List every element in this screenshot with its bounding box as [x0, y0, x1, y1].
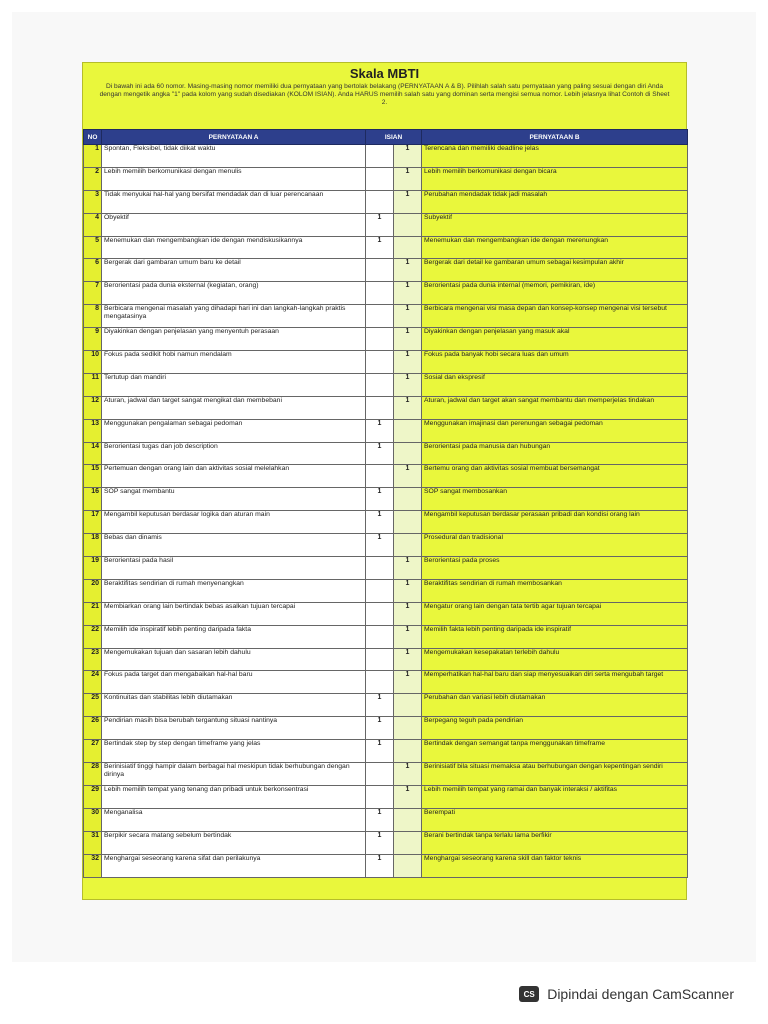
row-number: 24: [84, 671, 102, 694]
statement-a: Membiarkan orang lain bertindak bebas asalkan tujuan tercapai: [102, 602, 366, 625]
statement-b: Berinisiatif bila situasi memaksa atau berhubungan dengan kepentingan sendiri: [422, 763, 688, 786]
header-no: NO: [84, 130, 102, 145]
statement-b: Memilih fakta lebih penting daripada ide inspiratif: [422, 625, 688, 648]
statement-a: Lebih memilih tempat yang tenang dan pribadi untuk berkonsentrasi: [102, 785, 366, 808]
isian-b-cell[interactable]: 1: [394, 145, 422, 168]
row-number: 13: [84, 419, 102, 442]
row-number: 4: [84, 213, 102, 236]
row-number: 32: [84, 854, 102, 877]
isian-a-cell[interactable]: 1: [366, 213, 394, 236]
camscanner-text: Dipindai dengan CamScanner: [547, 986, 734, 1002]
isian-a-cell[interactable]: [366, 167, 394, 190]
table-row: [84, 694, 688, 717]
statement-a: Bebas dan dinamis: [102, 534, 366, 557]
statement-b: Aturan, jadwal dan target akan sangat membantu dan memperjelas tindakan: [422, 396, 688, 419]
table-row: [84, 167, 688, 190]
statement-b: Beraktifitas sendirian di rumah membosankan: [422, 579, 688, 602]
table-row: [84, 259, 688, 282]
table-row: [84, 351, 688, 374]
statement-b: Lebih memilih tempat yang ramai dan banyak interaksi / aktifitas: [422, 785, 688, 808]
isian-b-cell[interactable]: 1: [394, 167, 422, 190]
row-number: 15: [84, 465, 102, 488]
statement-b: Berorientasi pada manusia dan hubungan: [422, 442, 688, 465]
mbti-table: [83, 129, 688, 878]
mbti-sheet: [82, 62, 687, 900]
isian-a-cell[interactable]: [366, 145, 394, 168]
table-row: [84, 305, 688, 328]
table-row: [84, 740, 688, 763]
isian-b-cell[interactable]: 1: [394, 259, 422, 282]
table-row: [84, 419, 688, 442]
isian-a-cell[interactable]: [366, 785, 394, 808]
statement-a: Tertutup dan mandiri: [102, 373, 366, 396]
table-row: [84, 396, 688, 419]
isian-a-cell[interactable]: [366, 282, 394, 305]
isian-a-cell[interactable]: 1: [366, 236, 394, 259]
statement-b: Fokus pada banyak hobi secara luas dan umum: [422, 351, 688, 374]
table-row: [84, 557, 688, 580]
statement-a: Berinisiatif tinggi hampir dalam berbagai hal meskipun tidak berhubungan dengan dirinya: [102, 763, 366, 786]
statement-b: Mengatur orang lain dengan tata tertib agar tujuan tercapai: [422, 602, 688, 625]
isian-a-cell[interactable]: 1: [366, 740, 394, 763]
table-row: [84, 831, 688, 854]
isian-b-cell[interactable]: [394, 511, 422, 534]
isian-b-cell[interactable]: 1: [394, 579, 422, 602]
table-row: [84, 328, 688, 351]
statement-a: Tidak menyukai hal-hal yang bersifat mendadak dan di luar perencanaan: [102, 190, 366, 213]
table-row: [84, 190, 688, 213]
statement-b: Bertindak dengan semangat tanpa menggunakan timeframe: [422, 740, 688, 763]
row-number: 17: [84, 511, 102, 534]
row-number: 22: [84, 625, 102, 648]
statement-b: Menggunakan imajinasi dan perenungan sebagai pedoman: [422, 419, 688, 442]
camscanner-watermark: [519, 986, 734, 1002]
isian-b-cell[interactable]: 1: [394, 328, 422, 351]
header-pernyataan-b: PERNYATAAN B: [422, 130, 688, 145]
statement-a: Mengambil keputusan berdasar logika dan aturan main: [102, 511, 366, 534]
statement-a: Spontan, Fleksibel, tidak diikat waktu: [102, 145, 366, 168]
table-row: [84, 145, 688, 168]
table-header-row: [84, 130, 688, 145]
statement-a: Pendirian masih bisa berubah tergantung situasi nantinya: [102, 717, 366, 740]
table-row: [84, 534, 688, 557]
row-number: 20: [84, 579, 102, 602]
statement-b: Berbicara mengenai visi masa depan dan konsep-konsep mengenai visi tersebut: [422, 305, 688, 328]
table-row: [84, 488, 688, 511]
isian-a-cell[interactable]: 1: [366, 488, 394, 511]
statement-b: Berani bertindak tanpa terlalu lama berfikir: [422, 831, 688, 854]
statement-a: Diyakinkan dengan penjelasan yang menyentuh perasaan: [102, 328, 366, 351]
statement-b: Perubahan mendadak tidak jadi masalah: [422, 190, 688, 213]
row-number: 30: [84, 808, 102, 831]
isian-a-cell[interactable]: 1: [366, 854, 394, 877]
row-number: 23: [84, 648, 102, 671]
statement-a: Berpikir secara matang sebelum bertindak: [102, 831, 366, 854]
row-number: 6: [84, 259, 102, 282]
statement-b: Berorientasi pada dunia internal (memori, pemikiran, ide): [422, 282, 688, 305]
isian-a-cell[interactable]: 1: [366, 442, 394, 465]
row-number: 21: [84, 602, 102, 625]
table-row: [84, 785, 688, 808]
isian-b-cell[interactable]: 1: [394, 282, 422, 305]
header-isian: ISIAN: [366, 130, 422, 145]
isian-b-cell[interactable]: 1: [394, 785, 422, 808]
isian-b-cell[interactable]: 1: [394, 373, 422, 396]
camscanner-logo-icon: CS: [519, 986, 539, 1002]
statement-b: Perubahan dan variasi lebih diutamakan: [422, 694, 688, 717]
statement-a: SOP sangat membantu: [102, 488, 366, 511]
isian-a-cell[interactable]: 1: [366, 534, 394, 557]
statement-a: Obyektif: [102, 213, 366, 236]
statement-a: Berbicara mengenai masalah yang dihadapi hari ini dan langkah-langkah praktis mengatasinya: [102, 305, 366, 328]
isian-b-cell[interactable]: [394, 808, 422, 831]
row-number: 9: [84, 328, 102, 351]
isian-b-cell[interactable]: 1: [394, 190, 422, 213]
table-row: [84, 717, 688, 740]
isian-a-cell[interactable]: [366, 648, 394, 671]
statement-a: Lebih memilih berkomunikasi dengan menulis: [102, 167, 366, 190]
isian-a-cell[interactable]: 1: [366, 419, 394, 442]
row-number: 11: [84, 373, 102, 396]
table-row: [84, 648, 688, 671]
statement-b: Bergerak dari detail ke gambaran umum sebagai kesimpulan akhir: [422, 259, 688, 282]
page-title: Skala MBTI: [349, 66, 420, 81]
isian-b-cell[interactable]: 1: [394, 465, 422, 488]
row-number: 5: [84, 236, 102, 259]
row-number: 19: [84, 557, 102, 580]
table-row: [84, 808, 688, 831]
row-number: 10: [84, 351, 102, 374]
isian-a-cell[interactable]: [366, 557, 394, 580]
row-number: 2: [84, 167, 102, 190]
isian-b-cell[interactable]: 1: [394, 671, 422, 694]
table-row: [84, 602, 688, 625]
statement-b: Subyektif: [422, 213, 688, 236]
isian-b-cell[interactable]: 1: [394, 305, 422, 328]
isian-a-cell[interactable]: [366, 763, 394, 786]
row-number: 28: [84, 763, 102, 786]
isian-a-cell[interactable]: [366, 190, 394, 213]
row-number: 14: [84, 442, 102, 465]
statement-b: Memperhatikan hal-hal baru dan siap menyesuaikan diri serta mengubah target: [422, 671, 688, 694]
isian-a-cell[interactable]: [366, 579, 394, 602]
row-number: 12: [84, 396, 102, 419]
isian-b-cell[interactable]: 1: [394, 763, 422, 786]
isian-a-cell[interactable]: [366, 625, 394, 648]
isian-b-cell[interactable]: [394, 740, 422, 763]
isian-b-cell[interactable]: [394, 213, 422, 236]
isian-a-cell[interactable]: [366, 305, 394, 328]
statement-b: SOP sangat membosankan: [422, 488, 688, 511]
table-row: [84, 763, 688, 786]
isian-b-cell[interactable]: [394, 419, 422, 442]
isian-b-cell[interactable]: [394, 694, 422, 717]
statement-b: Berempati: [422, 808, 688, 831]
isian-a-cell[interactable]: 1: [366, 511, 394, 534]
isian-a-cell[interactable]: 1: [366, 717, 394, 740]
statement-b: Berorientasi pada proses: [422, 557, 688, 580]
isian-a-cell[interactable]: [366, 351, 394, 374]
isian-a-cell[interactable]: 1: [366, 808, 394, 831]
table-row: [84, 442, 688, 465]
isian-b-cell[interactable]: [394, 236, 422, 259]
isian-b-cell[interactable]: 1: [394, 557, 422, 580]
isian-a-cell[interactable]: [366, 328, 394, 351]
table-row: [84, 373, 688, 396]
statement-a: Berorientasi tugas dan job description: [102, 442, 366, 465]
statement-a: Fokus pada target dan mengabaikan hal-hal baru: [102, 671, 366, 694]
row-number: 27: [84, 740, 102, 763]
row-number: 8: [84, 305, 102, 328]
header-pernyataan-a: PERNYATAAN A: [102, 130, 366, 145]
statement-b: Diyakinkan dengan penjelasan yang masuk akal: [422, 328, 688, 351]
isian-b-cell[interactable]: 1: [394, 602, 422, 625]
statement-a: Bergerak dari gambaran umum baru ke detail: [102, 259, 366, 282]
statement-b: Bertemu orang dan aktivitas sosial membuat bersemangat: [422, 465, 688, 488]
table-row: [84, 213, 688, 236]
table-row: [84, 625, 688, 648]
row-number: 31: [84, 831, 102, 854]
table-row: [84, 511, 688, 534]
isian-b-cell[interactable]: [394, 854, 422, 877]
statement-a: Berorientasi pada hasil: [102, 557, 366, 580]
row-number: 1: [84, 145, 102, 168]
isian-b-cell[interactable]: 1: [394, 648, 422, 671]
isian-b-cell[interactable]: [394, 717, 422, 740]
statement-a: Fokus pada sedikit hobi namun mendalam: [102, 351, 366, 374]
row-number: 3: [84, 190, 102, 213]
row-number: 25: [84, 694, 102, 717]
statement-a: Beraktifitas sendirian di rumah menyenangkan: [102, 579, 366, 602]
isian-a-cell[interactable]: [366, 259, 394, 282]
isian-a-cell[interactable]: 1: [366, 694, 394, 717]
isian-b-cell[interactable]: 1: [394, 625, 422, 648]
isian-a-cell[interactable]: [366, 671, 394, 694]
statement-a: Mengemukakan tujuan dan sasaran lebih dahulu: [102, 648, 366, 671]
isian-a-cell[interactable]: [366, 396, 394, 419]
statement-b: Sosial dan ekspresif: [422, 373, 688, 396]
isian-b-cell[interactable]: 1: [394, 396, 422, 419]
statement-b: Menghargai seseorang karena skill dan faktor teknis: [422, 854, 688, 877]
statement-a: Aturan, jadwal dan target sangat mengikat dan membebani: [102, 396, 366, 419]
instructions-text: Di bawah ini ada 60 nomor. Masing-masing nomor memiliki dua pernyataan yang bertolak belakang (PERNYATAAN A & B). Pilihlah salah satu pernyataan yang paling sesuai dengan diri Anda dengan mengetik angka "1" pada kolom yang sudah disediakan (KOLOM ISIAN). Anda HARUS memilih salah satu yang dominan serta mengisi semua nomor. Lebih jelasnya lihat Contoh di Sheet 2.: [99, 83, 670, 107]
statement-a: Menganalisa: [102, 808, 366, 831]
row-number: 7: [84, 282, 102, 305]
table-row: [84, 236, 688, 259]
statement-a: Pertemuan dengan orang lain dan aktivitas sosial melelahkan: [102, 465, 366, 488]
row-number: 16: [84, 488, 102, 511]
table-row: [84, 579, 688, 602]
isian-b-cell[interactable]: [394, 442, 422, 465]
table-row: [84, 465, 688, 488]
statement-a: Menemukan dan mengembangkan ide dengan mendiskusikannya: [102, 236, 366, 259]
row-number: 26: [84, 717, 102, 740]
statement-a: Menghargai seseorang karena sifat dan perilakunya: [102, 854, 366, 877]
table-row: [84, 671, 688, 694]
statement-b: Menemukan dan mengembangkan ide dengan merenungkan: [422, 236, 688, 259]
table-row: [84, 854, 688, 877]
isian-b-cell[interactable]: 1: [394, 351, 422, 374]
statement-b: Berpegang teguh pada pendirian: [422, 717, 688, 740]
statement-a: Memilih ide inspiratif lebih penting daripada fakta: [102, 625, 366, 648]
isian-b-cell[interactable]: [394, 831, 422, 854]
statement-a: Menggunakan pengalaman sebagai pedoman: [102, 419, 366, 442]
row-number: 18: [84, 534, 102, 557]
statement-a: Bertindak step by step dengan timeframe yang jelas: [102, 740, 366, 763]
statement-a: Kontinuitas dan stabilitas lebih diutamakan: [102, 694, 366, 717]
statement-a: Berorientasi pada dunia eksternal (kegiatan, orang): [102, 282, 366, 305]
statement-b: Prosedural dan tradisional: [422, 534, 688, 557]
row-number: 29: [84, 785, 102, 808]
isian-a-cell[interactable]: 1: [366, 831, 394, 854]
isian-a-cell[interactable]: [366, 602, 394, 625]
isian-a-cell[interactable]: [366, 373, 394, 396]
table-row: [84, 282, 688, 305]
statement-b: Mengambil keputusan berdasar perasaan pribadi dan kondisi orang lain: [422, 511, 688, 534]
isian-b-cell[interactable]: [394, 488, 422, 511]
statement-b: Lebih memilih berkomunikasi dengan bicara: [422, 167, 688, 190]
statement-b: Terencana dan memiliki deadline jelas: [422, 145, 688, 168]
isian-b-cell[interactable]: [394, 534, 422, 557]
isian-a-cell[interactable]: [366, 465, 394, 488]
statement-b: Mengemukakan kesepakatan terlebih dahulu: [422, 648, 688, 671]
